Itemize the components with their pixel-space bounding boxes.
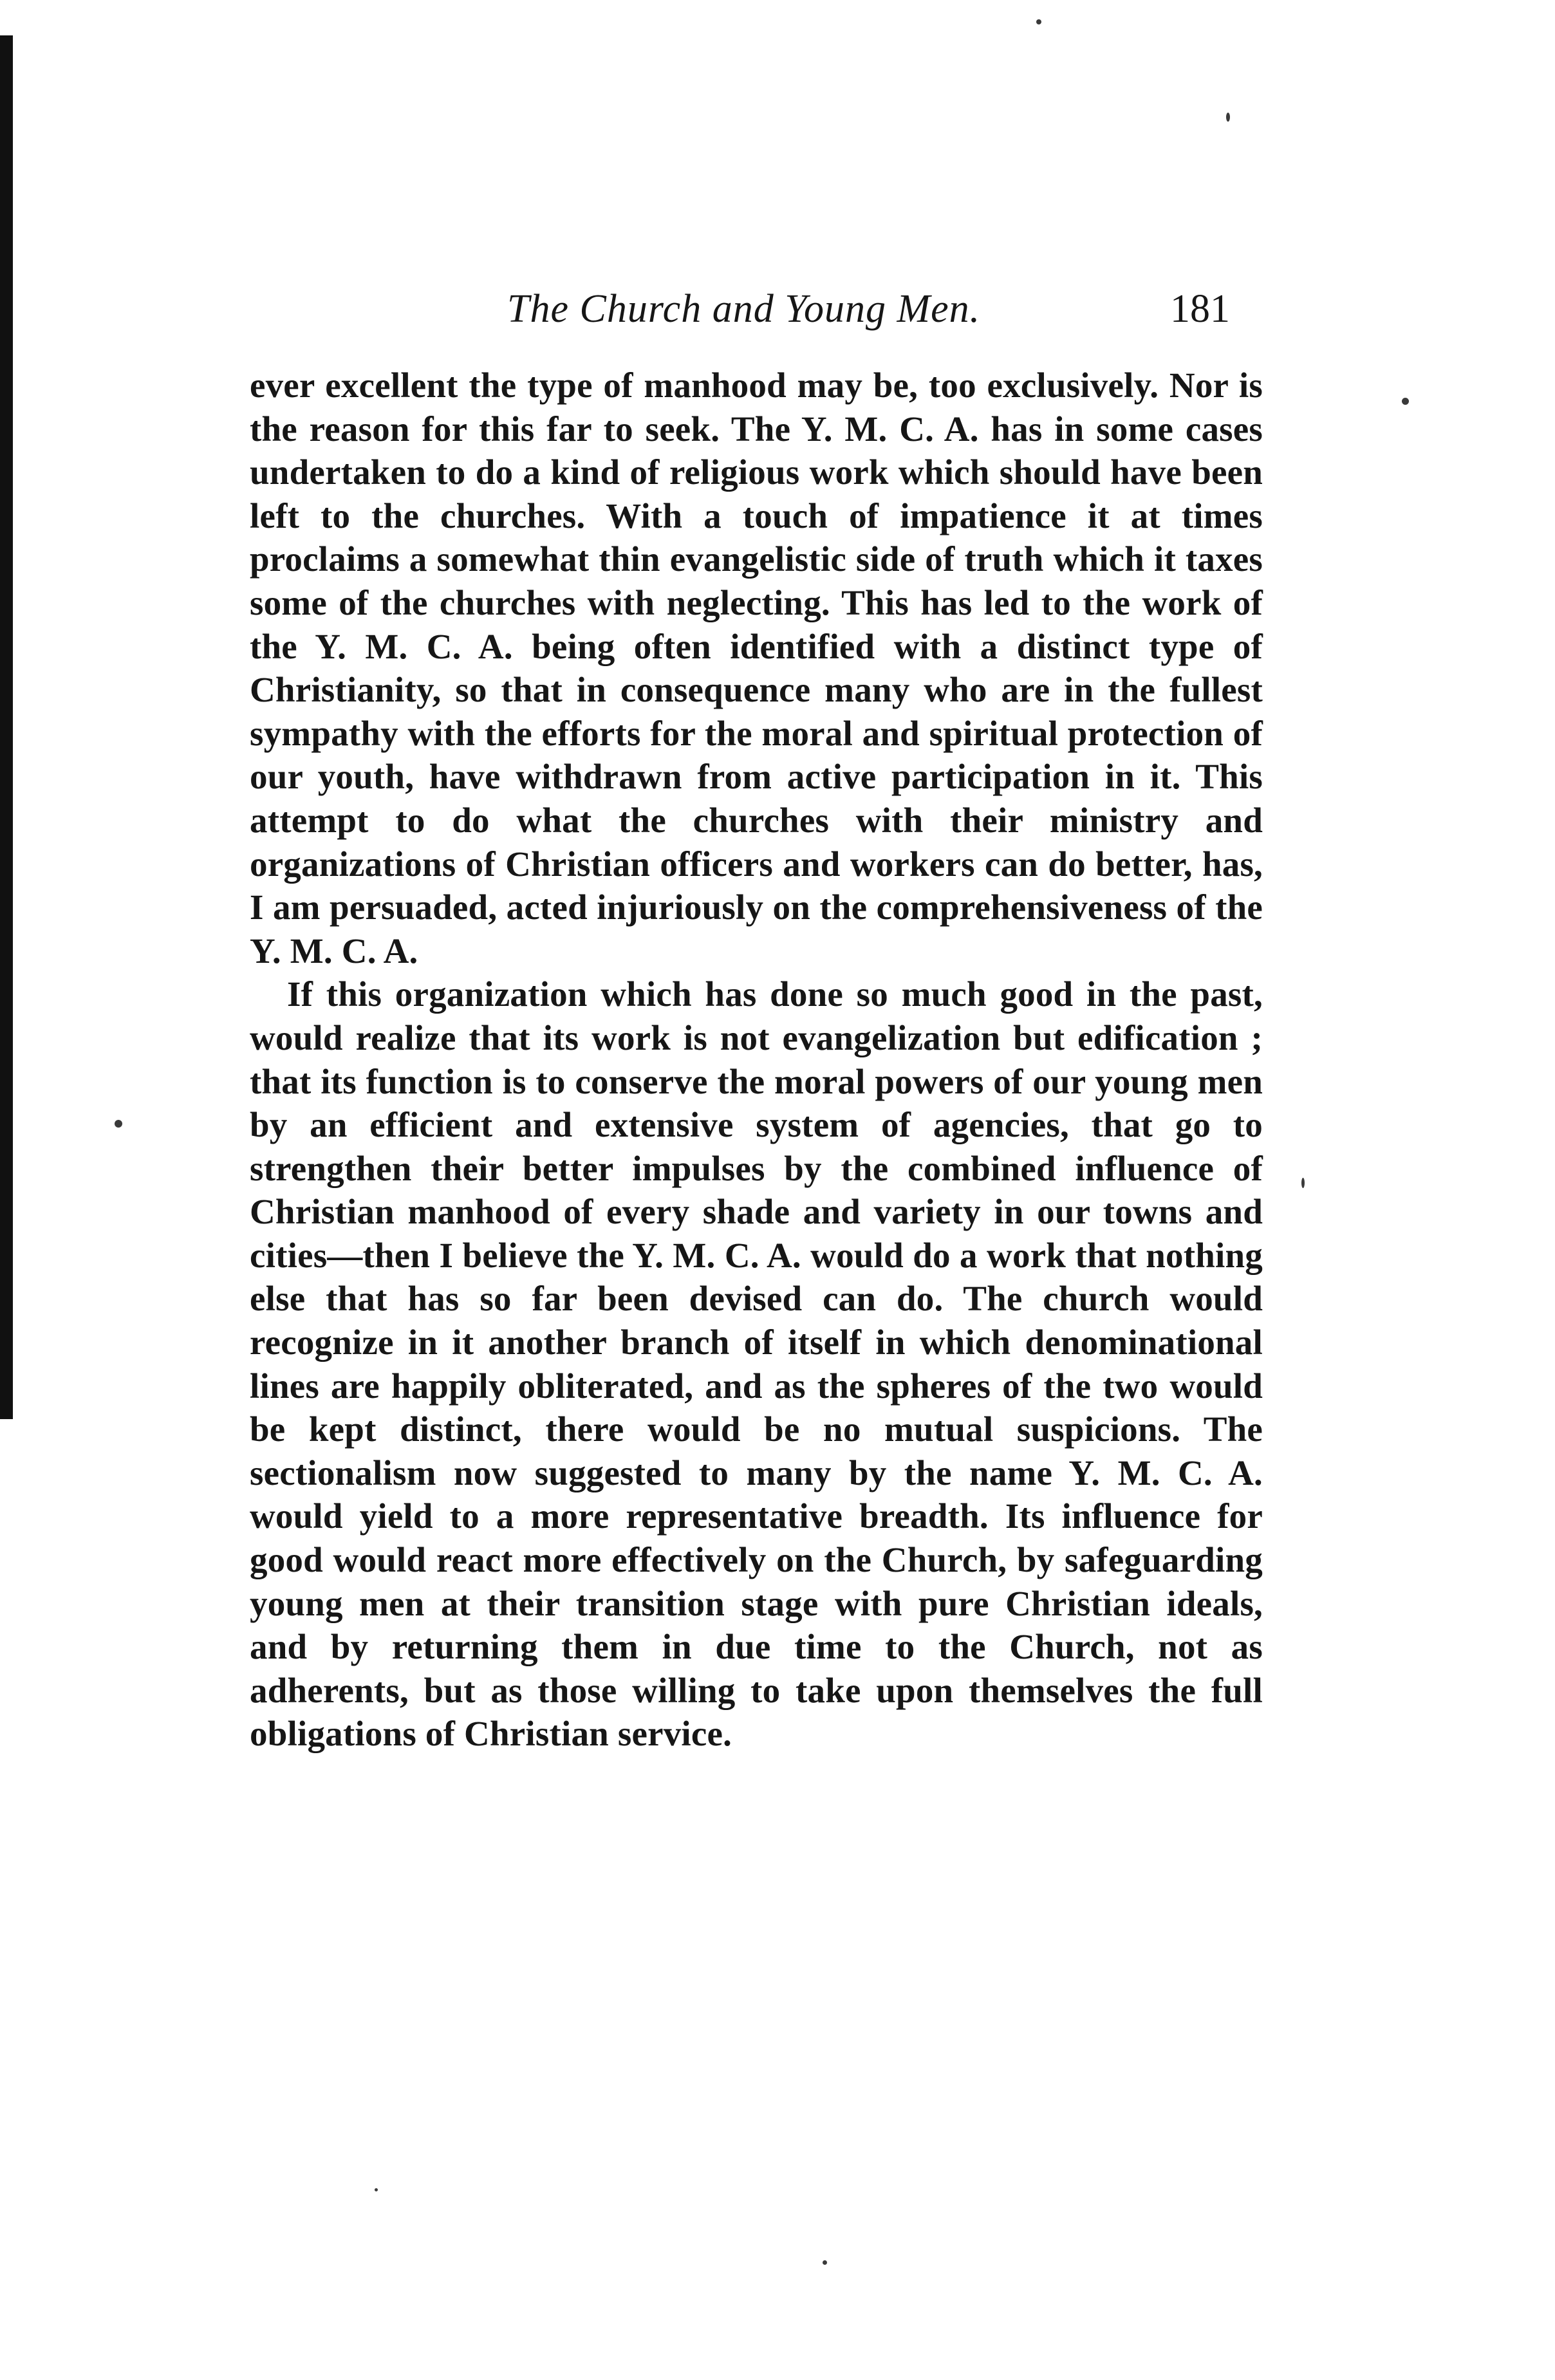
- page-number: 181: [1170, 287, 1230, 331]
- running-title: The Church and Young Men.: [507, 287, 981, 331]
- scan-speck: [1226, 113, 1230, 122]
- scan-speck: [1402, 398, 1409, 405]
- scan-margin-rule: [0, 35, 13, 1419]
- paragraph: ever excellent the type of manhood may be, too exclusively. Nor is the reason for this far to seek. The Y. M. C. A. has in some cases undertaken to do a kind of religious work which should have been left to the churches. With a touch of impatience it at times proclaims a somewhat thin evangelistic side of truth which it taxes some of the churches with neglecting. This has led to the work of the Y. M. C. A. being often identified with a distinct type of Christianity, so that in consequence many who are in the fullest sympathy with the efforts for the moral and spiritual protection of our youth, have withdrawn from active participation in it. This attempt to do what the churches with their ministry and organizations of Christian officers and workers can do better, has, I am persuaded, acted injuriously on the comprehensiveness of the Y. M. C. A.: [250, 366, 1263, 971]
- scan-speck: [1301, 1178, 1305, 1188]
- scan-speck: [375, 2188, 378, 2191]
- scan-speck: [115, 1120, 122, 1128]
- body-text: [250, 364, 1263, 1756]
- paragraph: If this organization which has done so much good in the past, would realize that its work is not evangelization but edification ; that its function is to conserve the moral powers of our young men by an efficient and extensive system of agencies, that go to strengthen their better impulses by the combined influence of Christian manhood of every shade and variety in our towns and cities—then I believe the Y. M. C. A. would do a work that nothing else that has so far been devised can do. The church would recognize in it another branch of itself in which denominational lines are happily obliterated, and as the spheres of the two would be kept distinct, there would be no mutual suspicions. The sectionalism now suggested to many by the name Y. M. C. A. would yield to a more representative breadth. Its influence for good would react more effectively on the Church, by safeguarding young men at their transition stage with pure Christian ideals, and by returning them in due time to the Church, not as adherents, but as those willing to take upon themselves the full obligations of Christian service.: [250, 974, 1263, 1754]
- page-header: [0, 286, 1555, 357]
- scan-speck: [823, 2260, 827, 2265]
- scan-speck: [1036, 19, 1041, 24]
